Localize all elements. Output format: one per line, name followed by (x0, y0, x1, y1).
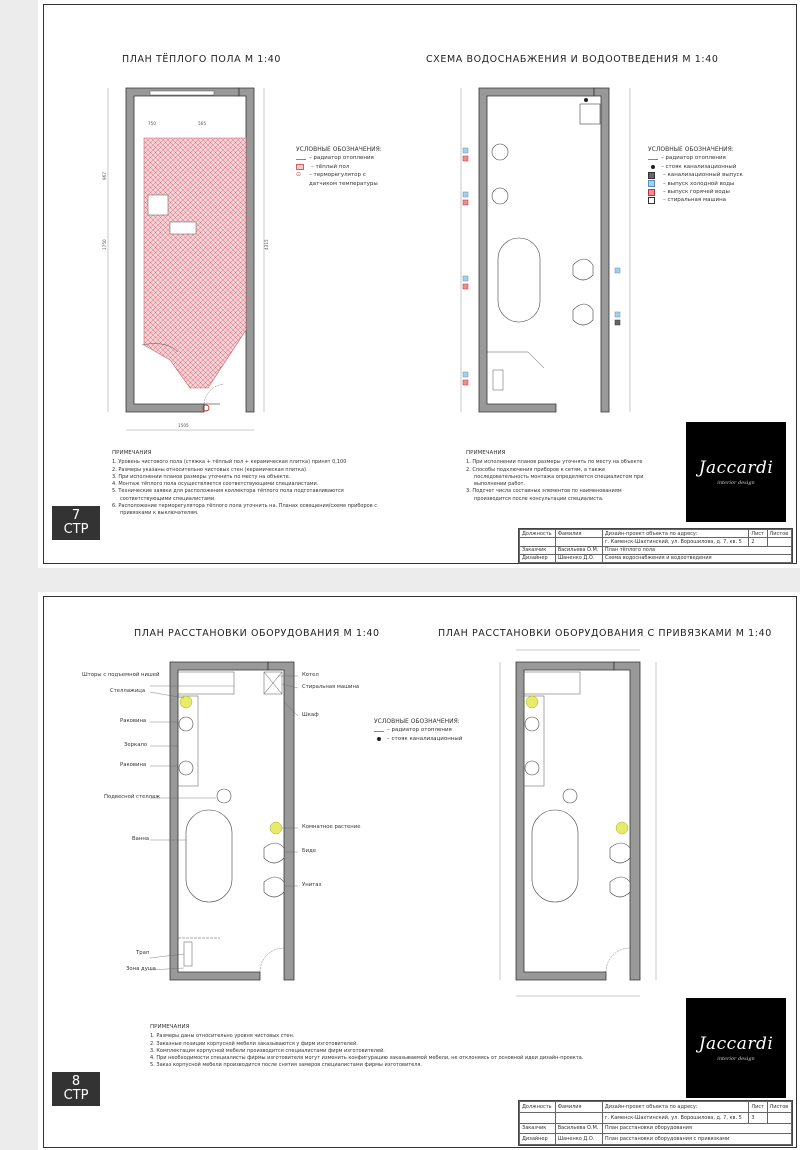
cold-water-icon (648, 180, 655, 187)
label-cabinet: Шкаф (302, 712, 319, 718)
legend-equipment: УСЛОВНЫЕ ОБОЗНАЧЕНИЯ: – радиатор отопления – стояк канализационный (374, 718, 463, 742)
notes-equipment: ПРИМЕЧАНИЯ 1. Размеры даны относительно уровня чистовых стен. 2. Заказные позиции корпусной мебели заказываются у фирм изготовителей. 3. Комплектация корпусной мебели производится специалистами фирм изготовителей. 4. При необходимости специалисты фирмы изготовителя могут изменить конфигурацию заказываемой мебели, не отклоняясь от основной идеи дизайн-проекта. 5. Заказ корпусной мебели производится после снятия замеров специалистами фирмы изготовителя. (150, 1024, 584, 1069)
sink-1 (179, 717, 193, 731)
sheet-page-7 (38, 0, 800, 568)
radiator-icon (374, 728, 384, 734)
label-washing-machine: Стиральная машина (302, 684, 360, 690)
label-shower-zone: Зона душа (126, 966, 156, 972)
thermostat-icon: ⊙ (296, 171, 302, 179)
sink-1 (492, 144, 508, 160)
equipment-plan-title: ПЛАН РАССТАНОВКИ ОБОРУДОВАНИЯ М 1:40 (134, 628, 380, 639)
sheet-page-8 (38, 592, 800, 1150)
bathtub (186, 810, 232, 902)
floor-heating-title: ПЛАН ТЁПЛОГО ПОЛА М 1:40 (122, 54, 282, 65)
label-mirror: Зеркало (124, 742, 148, 748)
svg-text:967: 967 (102, 172, 107, 180)
svg-text:4315: 4315 (264, 239, 269, 250)
legend-title: УСЛОВНЫЕ ОБОЗНАЧЕНИЯ: (374, 718, 460, 725)
heated-floor-area (144, 138, 246, 388)
radiator-icon (296, 156, 306, 162)
page-number: 7 СТР (52, 506, 100, 540)
svg-text:1505: 1505 (178, 423, 189, 428)
svg-text:750: 750 (148, 121, 156, 126)
radiator-icon (648, 156, 658, 162)
label-drain: Трап (136, 950, 150, 956)
bidet (573, 259, 593, 280)
equipment-dims-title: ПЛАН РАССТАНОВКИ ОБОРУДОВАНИЯ С ПРИВЯЗКАМИ М 1:40 (438, 628, 772, 639)
label-boiler: Котел (302, 672, 319, 678)
sewer-outlet-icon (648, 172, 655, 179)
plumbing-title: СХЕМА ВОДОСНАБЖЕНИЯ И ВОДООТВЕДЕНИЯ М 1:40 (426, 54, 719, 65)
washing-machine (580, 104, 600, 124)
page-number: 8 СТР (52, 1072, 100, 1106)
sewer-riser-icon (374, 736, 384, 742)
toilet (264, 877, 284, 897)
bathtub (498, 238, 540, 322)
title-block: Должность Фамилия Дизайн-проект объекта по адресу: Лист Листов г. Каменск-Шахтинский, ул. Ворошилова, д. 7, кв. 5 3 Заказчик Васильева О.М. План расстановки оборудования Дизайнер Шаненко Д.О. План расстановки оборудования с привязками (518, 1100, 793, 1146)
jaccardi-logo: Jaccardi interior design (686, 998, 786, 1098)
notes-floor-heating: ПРИМЕЧАНИЯ 1. Уровень чистового пола (стяжка + тёплый пол + керамическая плитка) принят 0,100 2. Размеры указаны относительно чистовых стен (керамическая плитка). 3. При исполнении планов размеры уточнить по месту на объекте. 4. Монтаж тёплого пола осуществляется соответствующими специалистами. 5. Технические заявки для расположения коллектора тёплого пола подготавливаются соответствующими специалистами. 6. Расположение терморегулятора тёплого пола уточнить на. Планах освещения/схеме приборов с привязками к выключателям. (112, 450, 377, 517)
jaccardi-logo: Jaccardi interior design (686, 422, 786, 522)
legend-title: УСЛОВНЫЕ ОБОЗНАЧЕНИЯ: (296, 146, 382, 153)
label-toilet: Унитаз (302, 882, 322, 888)
plant-icon (270, 822, 282, 834)
label-plant: Комнатное растение (302, 824, 361, 830)
svg-text:565: 565 (198, 121, 206, 126)
hanging-shelf (217, 789, 231, 803)
sink-2 (179, 761, 193, 775)
label-hanging-shelf: Подвесной стеллаж (104, 794, 161, 800)
label-sink-1: Раковина (120, 718, 147, 724)
sewer-riser-icon (648, 164, 658, 170)
toilet (573, 304, 593, 325)
washing-machine-icon (648, 197, 655, 204)
sink-2 (492, 188, 508, 204)
heated-floor-icon (296, 164, 304, 170)
label-curtain-niche: Шторы с подъемной нишей (82, 672, 160, 678)
hot-water-icon (648, 189, 655, 196)
legend-plumbing: УСЛОВНЫЕ ОБОЗНАЧЕНИЯ: – радиатор отопления – стояк канализационный – канализационный выпуск – выпуск холодной воды – выпуск горячей воды – стиральная машина (648, 146, 743, 204)
label-bidet: Биде (302, 848, 316, 854)
bidet (264, 843, 284, 863)
notes-plumbing: ПРИМЕЧАНИЯ 1. При исполнении планов размеры уточнять по месту на объекте 2. Способы подключения приборов к сетям, а также последовательность монтажа определяется специалистом при выполнении работ. 3. Подсчет числа составных элементов по наименованиям производится после консультации специалиста. (466, 450, 644, 502)
label-sink-2: Раковина (120, 762, 147, 768)
plant-icon (526, 696, 538, 708)
legend-floor-heating: УСЛОВНЫЕ ОБОЗНАЧЕНИЯ: – радиатор отопления – тёплый пол ⊙ – терморегулятор с датчиком температуры (296, 146, 382, 187)
plant-icon (616, 822, 628, 834)
legend-title: УСЛОВНЫЕ ОБОЗНАЧЕНИЯ: (648, 146, 734, 153)
label-bathtub: Ванна (132, 836, 150, 842)
svg-text:1750: 1750 (102, 239, 107, 250)
title-block: Должность Фамилия Дизайн-проект объекта по адресу: Лист Листов г. Каменск-Шахтинский, ул. Ворошилова, д. 7, кв. 5 2 Заказчик Васильева О.М. План тёплого пола Дизайнер Шаненко Д.О. Схема водоснабжения и водоотведения (518, 528, 793, 564)
drain (184, 942, 192, 966)
label-shelving: Стеллажица (110, 688, 146, 694)
